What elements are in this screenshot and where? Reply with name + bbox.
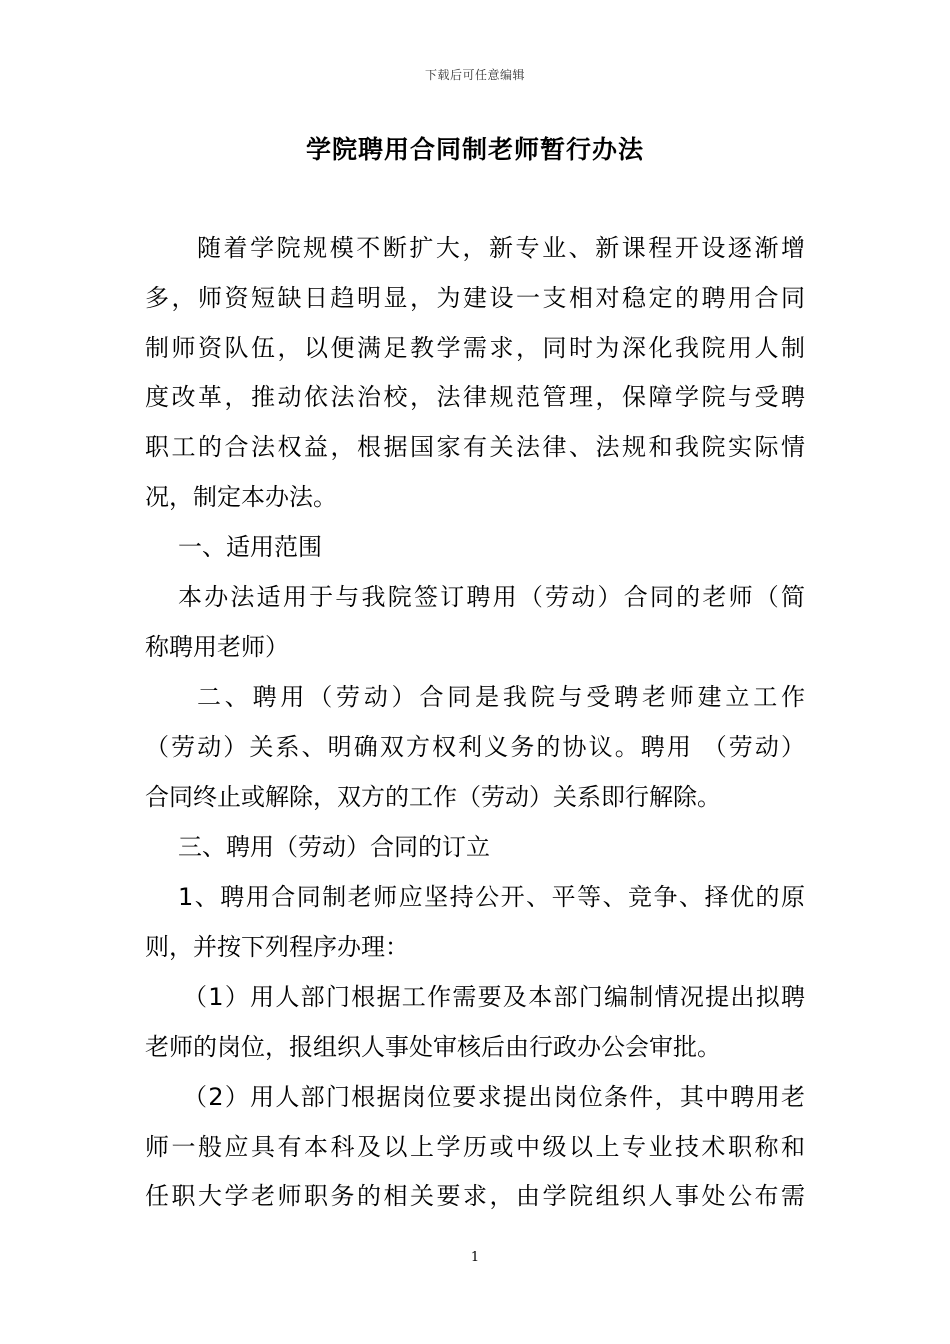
body-line: 老师的岗位，报组织人事处审核后由行政办公会审批。 (145, 1033, 721, 1061)
body-line: 度改革，推动依法治校，法律规范管理，保障学院与受聘 (145, 383, 805, 411)
body-line: 况，制定本办法。 (145, 483, 337, 511)
section-heading: 一、适用范围 (178, 533, 322, 561)
body-line: 任职大学老师职务的相关要求，由学院组织人事处公布需 (145, 1182, 805, 1210)
page-number: 1 (470, 1250, 480, 1265)
body-line: 称聘用老师） (145, 633, 289, 661)
header-note: 下载后可任意编辑 (424, 68, 525, 82)
section-heading: 三、聘用（劳动）合同的订立 (178, 833, 490, 861)
body-line: 则，并按下列程序办理： (145, 933, 409, 961)
body-line: 本办法适用于与我院签订聘用（劳动）合同的老师（简 (178, 583, 805, 611)
body-line: （劳动）关系、明确双方权利义务的协议。聘用 （劳动） (145, 733, 805, 761)
section-heading: 二、聘用（劳动）合同是我院与受聘老师建立工作 (197, 683, 805, 711)
body-line: 1、聘用合同制老师应坚持公开、平等、竞争、择优的原 (178, 883, 805, 911)
body-line: （1）用人部门根据工作需要及本部门编制情况提出拟聘 (183, 983, 805, 1011)
body-line: 随着学院规模不断扩大，新专业、新课程开设逐渐增 (197, 234, 805, 262)
body-line: （2）用人部门根据岗位要求提出岗位条件，其中聘用老 (183, 1083, 805, 1111)
body-line: 制师资队伍，以便满足教学需求，同时为深化我院用人制 (145, 334, 805, 362)
body-line: 师一般应具有本科及以上学历或中级以上专业技术职称和 (145, 1133, 805, 1161)
body-line: 多，师资短缺日趋明显，为建设一支相对稳定的聘用合同 (145, 284, 805, 312)
body-line: 合同终止或解除，双方的工作（劳动）关系即行解除。 (145, 783, 721, 811)
document-title: 学院聘用合同制老师暂行办法 (305, 135, 644, 164)
body-line: 职工的合法权益，根据国家有关法律、法规和我院实际情 (145, 433, 805, 461)
